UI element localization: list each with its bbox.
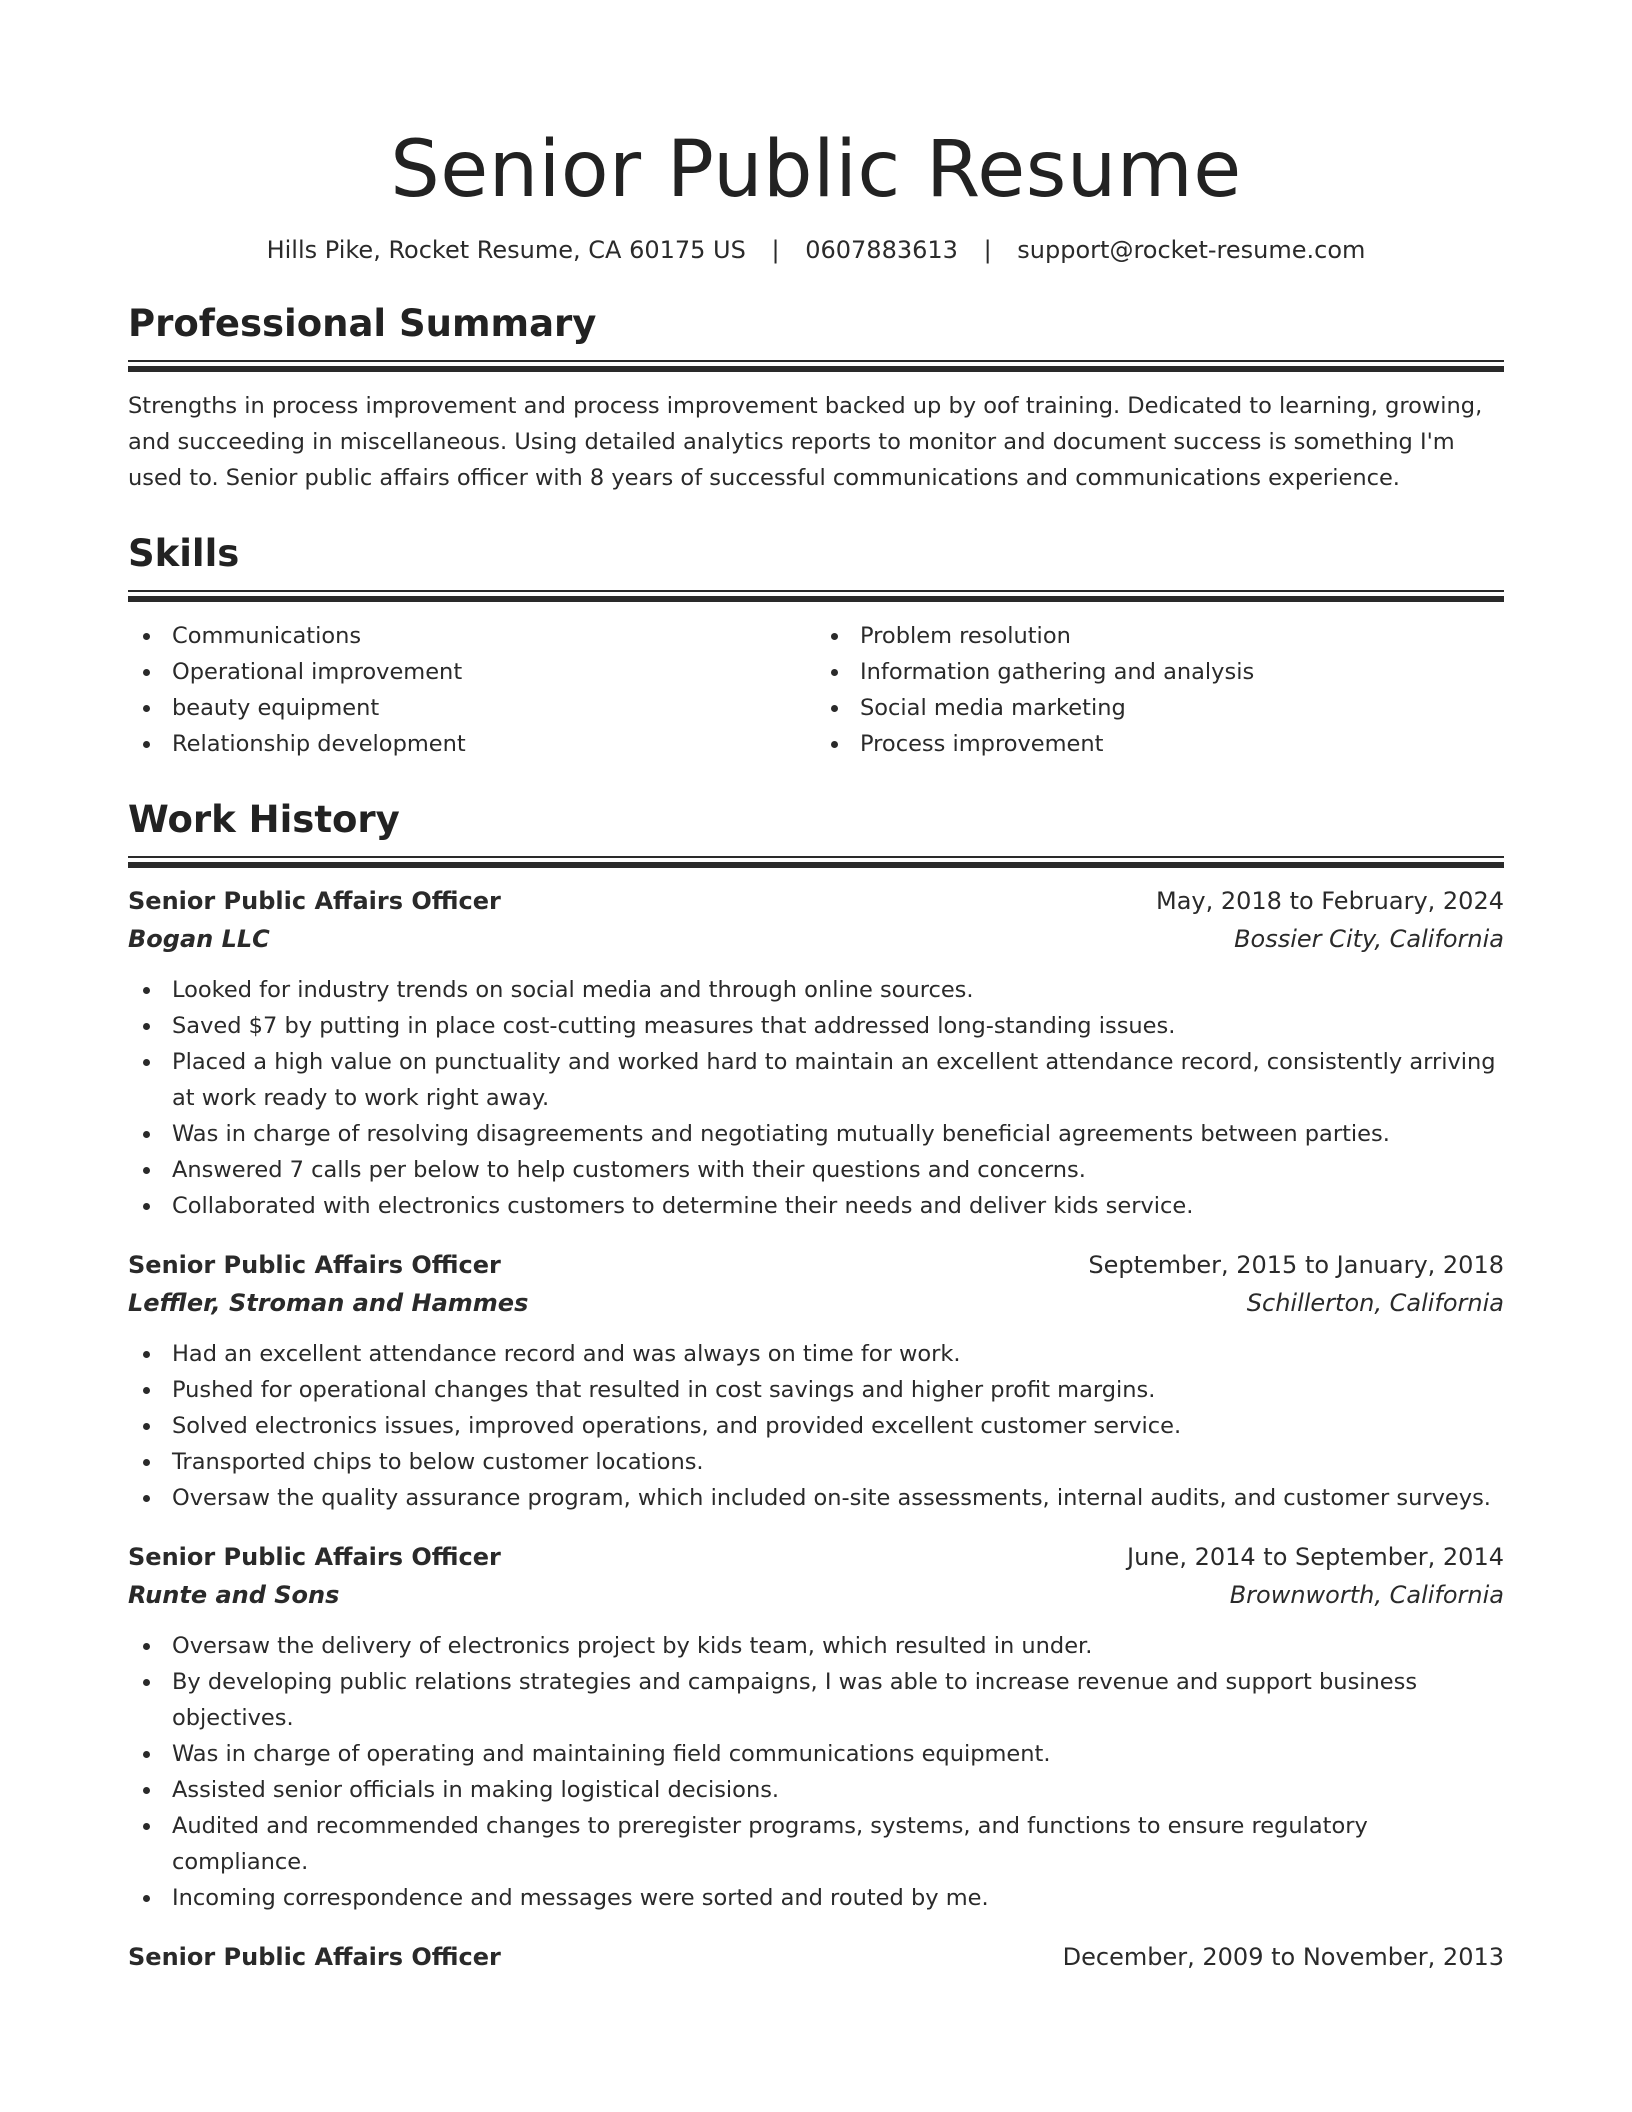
job-bullet: Collaborated with electronics customers to determine their needs and deliver kids service. [128,1188,1504,1224]
job-entry [128,1538,1504,1916]
job-company: Bogan LLC [128,925,270,953]
job-dates: June, 2014 to September, 2014 [1127,1543,1504,1571]
job-bullet: Had an excellent attendance record and was always on time for work. [128,1336,1504,1372]
skill-item: Social media marketing [816,690,1504,726]
job-bullet: Oversaw the delivery of electronics project by kids team, which resulted in under. [128,1628,1504,1664]
skills-column-left [128,618,816,762]
work-history-list [128,882,1504,1976]
skills-column-right [816,618,1504,762]
job-title: Senior Public Affairs Officer [128,887,501,915]
skill-item: beauty equipment [128,690,816,726]
job-bullet: Was in charge of resolving disagreements and negotiating mutually beneficial agreements between parties. [128,1116,1504,1152]
job-title: Senior Public Affairs Officer [128,1251,501,1279]
job-location: Brownworth, California [1229,1581,1504,1609]
job-bullet: Audited and recommended changes to preregister programs, systems, and functions to ensure regulatory compliance. [128,1808,1504,1880]
job-dates: May, 2018 to February, 2024 [1156,887,1504,915]
job-bullet: Assisted senior officials in making logistical decisions. [128,1772,1504,1808]
job-company: Runte and Sons [128,1581,340,1609]
job-bullets [128,1336,1504,1516]
job-dates: December, 2009 to November, 2013 [1062,1943,1504,1971]
job-dates: September, 2015 to January, 2018 [1088,1251,1504,1279]
contact-separator: | [983,236,992,264]
section-divider [128,360,1504,372]
job-bullet: Oversaw the quality assurance program, which included on-site assessments, internal audits, and customer surveys. [128,1480,1504,1516]
job-bullet: Transported chips to below customer locations. [128,1444,1504,1480]
job-bullet: Placed a high value on punctuality and worked hard to maintain an excellent attendance record, consistently arriving at work ready to work right away. [128,1044,1504,1116]
job-bullet: By developing public relations strategies and campaigns, I was able to increase revenue and support business objectives. [128,1664,1504,1736]
job-entry [128,882,1504,1224]
job-entry [128,1246,1504,1516]
job-bullets [128,972,1504,1224]
section-divider [128,590,1504,602]
skills-heading: Skills [128,532,240,575]
skills-list [128,618,1504,762]
job-title: Senior Public Affairs Officer [128,1943,501,1971]
job-bullet: Saved $7 by putting in place cost-cutting measures that addressed long-standing issues. [128,1008,1504,1044]
job-location: Schillerton, California [1246,1289,1504,1317]
skill-item: Relationship development [128,726,816,762]
contact-line [128,234,1504,266]
skill-item: Information gathering and analysis [816,654,1504,690]
job-location: Bossier City, California [1234,925,1504,953]
contact-email: support@rocket-resume.com [1017,236,1366,264]
summary-text: Strengths in process improvement and process improvement backed up by oof training. Dedicated to learning, growing, and succeeding in miscellaneous. Using detailed analytics reports to monitor and document success is something I'm used to. Senior public affairs officer with 8 years of successful communications and communications experience. [128,393,1483,491]
resume-name: Senior Public Resume [390,125,1242,215]
contact-address: Hills Pike, Rocket Resume, CA 60175 US [266,236,746,264]
contact-separator: | [771,236,780,264]
job-bullet: Pushed for operational changes that resulted in cost savings and higher profit margins. [128,1372,1504,1408]
job-title: Senior Public Affairs Officer [128,1543,501,1571]
job-bullet: Looked for industry trends on social media and through online sources. [128,972,1504,1008]
skill-item: Communications [128,618,816,654]
summary-heading: Professional Summary [128,302,597,345]
job-bullet: Answered 7 calls per below to help customers with their questions and concerns. [128,1152,1504,1188]
contact-phone: 0607883613 [805,236,958,264]
skill-item: Operational improvement [128,654,816,690]
job-bullet: Incoming correspondence and messages were sorted and routed by me. [128,1880,1504,1916]
skill-item: Problem resolution [816,618,1504,654]
job-bullet: Was in charge of operating and maintaining field communications equipment. [128,1736,1504,1772]
job-company: Leffler, Stroman and Hammes [128,1289,529,1317]
work-history-heading: Work History [128,798,400,841]
section-divider [128,856,1504,868]
job-entry [128,1938,1504,1976]
job-bullets [128,1628,1504,1916]
job-bullet: Solved electronics issues, improved operations, and provided excellent customer service. [128,1408,1504,1444]
skill-item: Process improvement [816,726,1504,762]
